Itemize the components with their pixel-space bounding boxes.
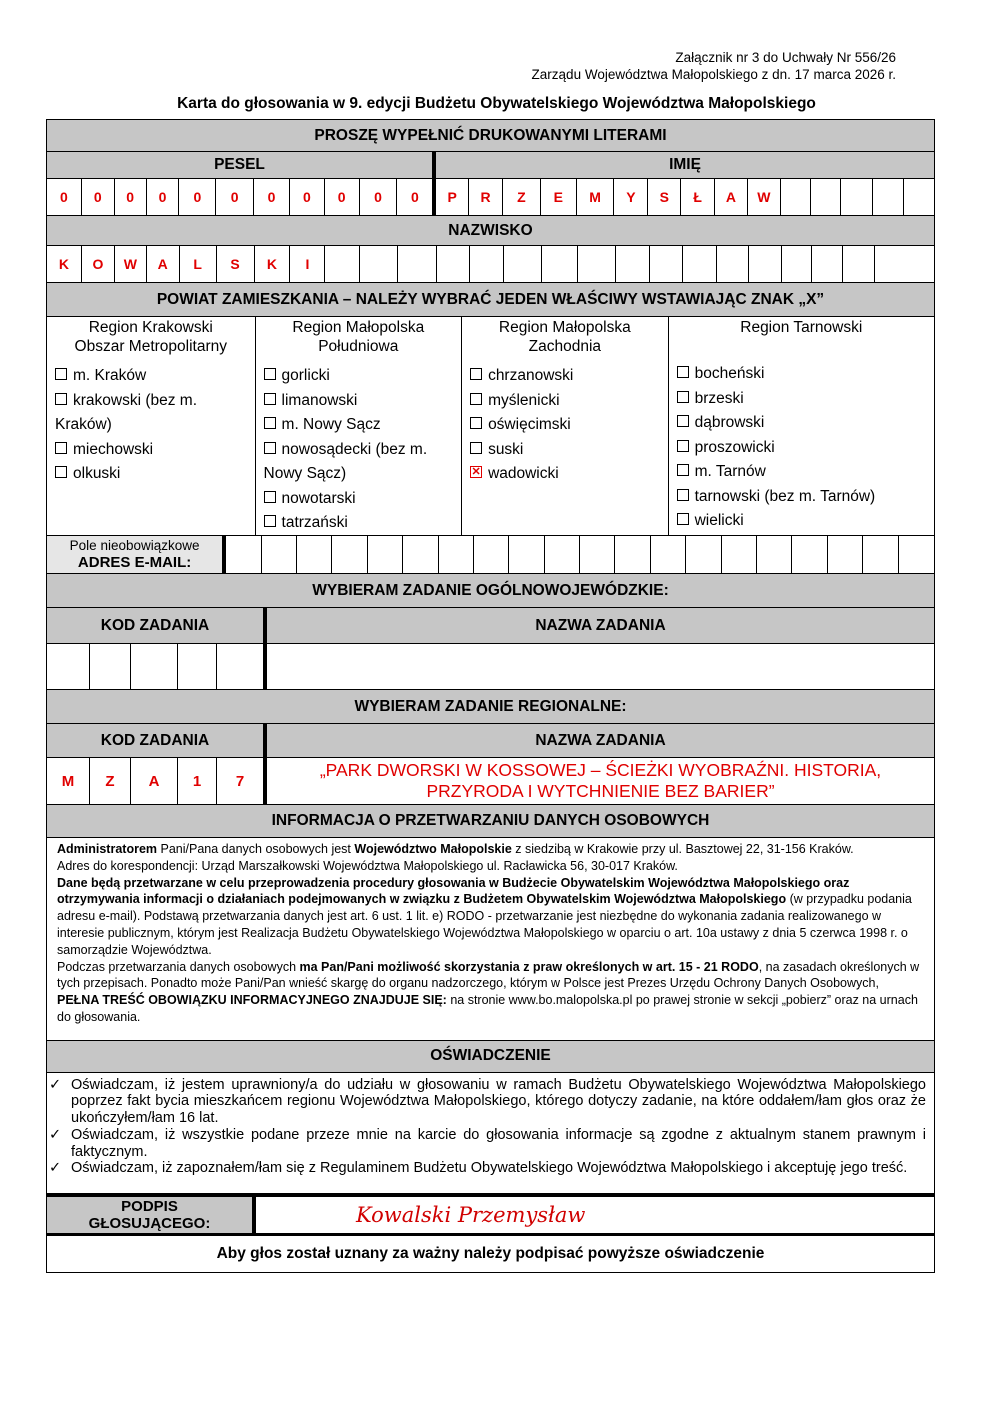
checkbox-icon[interactable] — [264, 393, 276, 405]
powiat-option[interactable] — [470, 413, 660, 438]
pesel-digit-box[interactable]: 0 — [82, 179, 115, 215]
nazwisko-letter-box[interactable]: K — [47, 246, 82, 282]
rodo-label: INFORMACJA O PRZETWARZANIU DANYCH OSOBOWYCH — [47, 805, 934, 838]
kod-char-box[interactable]: 7 — [235, 772, 245, 790]
email-char-box[interactable] — [899, 536, 934, 573]
checked-checkbox-icon[interactable] — [470, 466, 482, 478]
email-char-box[interactable] — [686, 536, 721, 573]
checkbox-icon[interactable] — [264, 368, 276, 380]
checkbox-icon[interactable] — [470, 368, 482, 380]
checkbox-icon[interactable] — [677, 415, 689, 427]
nazwisko-letter-box[interactable]: I — [290, 246, 325, 282]
pesel-digit-box[interactable]: 0 — [47, 179, 82, 215]
oswiadczenie-text: Oświadczam, iż wszystkie podane przeze mnie na karcie do głosowania informacje są zgodne z aktualnym stanem prawnym i faktycznym. — [71, 1126, 926, 1160]
imie-letter-box[interactable]: S — [648, 179, 681, 215]
powiat-option-label: miechowski — [73, 440, 154, 458]
nazwisko-letter-box[interactable] — [325, 246, 360, 282]
powiat-option-label: chrzanowski — [488, 367, 574, 384]
rodo-p5-bold: PEŁNA TREŚĆ OBOWIĄZKU INFORMACYJNEGO ZNAJDUJE SIĘ: — [57, 993, 447, 1008]
pesel-digit-box[interactable]: 0 — [360, 179, 398, 215]
pesel-digit-box[interactable]: 0 — [115, 179, 147, 215]
imie-letter-box[interactable] — [781, 179, 811, 215]
powiat-option-label: wielicki — [694, 512, 744, 529]
imie-letter-box[interactable]: M — [577, 179, 615, 215]
powiat-option[interactable] — [264, 389, 454, 414]
email-row — [47, 536, 934, 574]
checkbox-icon[interactable] — [55, 466, 67, 478]
kod-zadania-ogolne[interactable] — [47, 644, 267, 689]
checkbox-icon[interactable] — [264, 515, 276, 527]
email-char-box[interactable] — [509, 536, 544, 573]
nazwisko-letter-box[interactable] — [650, 246, 683, 282]
powiat-option-label: krakowski (bez m. Kraków) — [55, 391, 198, 433]
email-char-box[interactable] — [792, 536, 827, 573]
oswiadczenie-text: Oświadczam, iż zapoznałem/łam się z Regulaminem Budżetu Obywatelskiego Województwa Małopolskiego i akceptuję jego treść. — [71, 1160, 908, 1177]
imie-letter-box[interactable]: Y — [614, 179, 648, 215]
oswiadczenie-item — [49, 1126, 926, 1160]
pesel-digit-box[interactable]: 0 — [179, 179, 216, 215]
nazwisko-letter-box[interactable] — [398, 246, 437, 282]
task-name-line-2: PRZYRODA I WYTCHNIENIE BEZ BARIER” — [426, 781, 775, 801]
kod-char-box[interactable] — [178, 644, 217, 689]
region-krakowski — [47, 317, 256, 535]
powiat-option[interactable] — [264, 364, 454, 389]
powiat-option[interactable] — [264, 438, 454, 487]
oswiadczenie-label: OŚWIADCZENIE — [47, 1041, 934, 1073]
imie-letter-box[interactable]: Z — [503, 179, 541, 215]
checkbox-icon[interactable] — [677, 440, 689, 452]
nazwisko-letter-box[interactable] — [578, 246, 616, 282]
signature-row — [47, 1194, 934, 1236]
ballot-title: Karta do głosowania w 9. edycji Budżetu Obywatelskiego Województwa Małopolskiego — [177, 95, 816, 112]
kod-char-box[interactable]: Z — [90, 758, 131, 804]
powiat-option-label: m. Tarnów — [694, 463, 766, 480]
email-char-box[interactable] — [863, 536, 898, 573]
signature-label-line-2: GŁOSUJĄCEGO: — [88, 1214, 211, 1232]
powiat-option[interactable] — [470, 438, 660, 463]
rodo-paragraph-5 — [57, 992, 924, 1026]
region-malopolska-zachodnia — [462, 317, 669, 535]
nazwa-zadania-label: NAZWA ZADANIA — [535, 616, 666, 634]
checkbox-icon[interactable] — [55, 368, 67, 380]
imie-letter-box[interactable]: E — [541, 179, 577, 215]
footer-note: Aby głos został uznany za ważny należy podpisać powyższe oświadczenie — [216, 1244, 765, 1262]
email-optional-label: Pole nieobowiązkowe — [69, 538, 200, 553]
pesel-imie-row — [47, 179, 934, 216]
nazwisko-letter-box[interactable] — [504, 246, 542, 282]
rodo-p4-text-2: , na zasadach określonych w tych przepisach. Ponadto może Pani/Pan wnieść skargę do organu nadzorczego, którym w Polsce jest Prezes Urzędu Ochrony Danych Osobowych, — [57, 959, 920, 991]
pesel-label: PESEL — [47, 152, 436, 178]
rodo-p3-bold: Dane będą przetwarzane w celu przeprowadzenia procedury głosowania w Budżecie Obywatelskim Województwa Małopolskiego oraz otrzymywania informacji o działaniach podejmowanych w związku z Budżetem Obywatelskim Województwa Małopolskiego — [57, 875, 850, 907]
powiat-option[interactable] — [677, 387, 926, 412]
email-field[interactable] — [226, 536, 934, 573]
pesel-digit-box[interactable]: 0 — [216, 179, 254, 215]
kod-char-box[interactable]: M — [47, 758, 90, 804]
powiat-option-label: bocheński — [694, 365, 765, 382]
imie-letter-box[interactable] — [873, 179, 904, 215]
kod-char-box[interactable] — [47, 644, 90, 689]
imie-letter-box[interactable]: P — [436, 179, 469, 215]
region-title: Region Tarnowski — [740, 319, 863, 336]
region-tarnowski — [669, 317, 934, 535]
imie-label: IMIĘ — [669, 156, 701, 173]
powiat-option-label: nowosądecki (bez m. Nowy Sącz) — [263, 440, 428, 482]
zadanie-regionalne-header — [47, 724, 934, 758]
kod-char-box[interactable] — [217, 644, 263, 689]
powiat-option[interactable] — [264, 413, 454, 438]
zadanie-ogolne-label: WYBIERAM ZADANIE OGÓLNOWOJEWÓDZKIE: — [47, 574, 934, 608]
email-char-box[interactable] — [580, 536, 615, 573]
email-char-box[interactable] — [368, 536, 403, 573]
nazwa-zadania-ogolne[interactable] — [267, 644, 934, 689]
signature-field[interactable]: Kowalski Przemysław — [356, 1202, 586, 1227]
nazwisko-letter-box[interactable] — [875, 246, 934, 282]
ballot-form — [46, 119, 935, 1273]
checkbox-icon[interactable] — [677, 489, 689, 501]
checkbox-icon[interactable] — [470, 393, 482, 405]
checkbox-icon[interactable] — [677, 464, 689, 476]
checkbox-icon[interactable] — [264, 417, 276, 429]
nazwa-zadania-regionalne[interactable] — [267, 758, 934, 804]
imie-letter-box[interactable] — [841, 179, 873, 215]
nazwisko-letter-box[interactable] — [812, 246, 843, 282]
checkbox-icon[interactable] — [677, 391, 689, 403]
imie-letter-box[interactable] — [811, 179, 842, 215]
kod-zadania-regionalne[interactable] — [47, 758, 267, 804]
nazwisko-letter-box[interactable] — [782, 246, 812, 282]
rodo-p4-bold: ma Pan/Pani możliwość skorzystania z praw określonych w art. 15 - 21 RODO — [299, 959, 759, 974]
email-main-label: ADRES E-MAIL: — [77, 554, 192, 571]
powiat-option[interactable] — [677, 485, 926, 510]
email-char-box[interactable] — [297, 536, 332, 573]
imie-letter-box[interactable]: R — [469, 179, 503, 215]
zadanie-ogolne-header — [47, 608, 934, 644]
signature-label-line-1: PODPIS — [121, 1197, 178, 1215]
powiat-option-label: suski — [488, 440, 524, 458]
nazwisko-letter-box[interactable]: O — [82, 246, 115, 282]
powiat-option-label: olkuski — [73, 465, 121, 482]
powiat-option-label: m. Nowy Sącz — [281, 416, 381, 433]
oswiadczenie-text: Oświadczam, iż jestem uprawniony/a do udziału w głosowaniu w ramach Budżetu Obywatelskiego Województwa Małopolskiego poprzez fakt bycia mieszkańcem regionu Województwa Małopolskiego, którego dotyczy zadanie, na które oddałem/łam głos oraz że ukończyłem/łam 16 lat. — [71, 1076, 926, 1127]
nazwisko-letter-box[interactable]: K — [255, 246, 291, 282]
powiat-option[interactable] — [470, 364, 660, 389]
attachment-line-1: Załącznik nr 3 do Uchwały Nr 556/26 — [675, 50, 896, 65]
region-malopolska-poludniowa — [256, 317, 463, 535]
powiat-option[interactable] — [264, 511, 454, 536]
checkmark-icon: ✓ — [49, 1076, 62, 1093]
rodo-info — [47, 838, 934, 1041]
checkmark-icon: ✓ — [49, 1160, 62, 1177]
kod-zadania-label: KOD ZADANIA — [47, 608, 267, 643]
nazwisko-letter-box[interactable]: W — [115, 246, 147, 282]
checkbox-icon[interactable] — [264, 442, 276, 454]
nazwisko-letter-box[interactable]: S — [217, 246, 255, 282]
nazwisko-row — [47, 246, 934, 283]
nazwisko-letter-box[interactable] — [843, 246, 875, 282]
nazwisko-letter-box[interactable] — [683, 246, 717, 282]
nazwisko-letter-box[interactable] — [470, 246, 504, 282]
oswiadczenie-item — [49, 1076, 926, 1127]
rodo-p1-bold-1: Administratorem — [57, 842, 158, 856]
email-char-box[interactable] — [403, 536, 438, 573]
email-char-box[interactable] — [262, 536, 297, 573]
nazwisko-letter-box[interactable] — [542, 246, 578, 282]
powiat-option[interactable] — [55, 438, 247, 463]
nazwisko-letter-box[interactable] — [749, 246, 782, 282]
powiat-option[interactable] — [677, 436, 926, 461]
email-char-box[interactable] — [545, 536, 580, 573]
zadanie-ogolne-row — [47, 644, 934, 690]
email-char-box[interactable] — [474, 536, 509, 573]
kod-char-box[interactable] — [131, 644, 178, 689]
powiat-option-label: brzeski — [694, 389, 744, 407]
checkbox-icon[interactable] — [470, 417, 482, 429]
powiat-option[interactable] — [470, 462, 660, 487]
attachment-line-2: Zarządu Województwa Małopolskiego z dn. 17 marca 2026 r. — [531, 67, 896, 82]
email-char-box[interactable] — [439, 536, 474, 573]
rodo-p1-bold-2: Województwo Małopolskie — [354, 842, 512, 856]
powiat-option[interactable] — [470, 389, 660, 414]
instruction-bar: PROSZĘ WYPEŁNIĆ DRUKOWANYMI LITERAMI — [47, 120, 934, 152]
checkbox-icon[interactable] — [677, 366, 689, 378]
nazwisko-letter-box[interactable] — [360, 246, 398, 282]
pesel-digit-box[interactable]: 0 — [290, 179, 325, 215]
powiat-option-label: myślenicki — [488, 391, 560, 409]
nazwisko-letter-box[interactable]: A — [147, 246, 180, 282]
pesel-imie-header — [47, 152, 934, 179]
pesel-digit-box[interactable]: 0 — [254, 179, 290, 215]
powiat-option-label: proszowicki — [694, 438, 775, 456]
oswiadczenie-item — [49, 1160, 926, 1177]
powiat-option-label: nowotarski — [281, 489, 356, 507]
powiat-option-label: wadowicki — [488, 465, 559, 482]
kod-char-box[interactable]: A — [131, 758, 178, 804]
powiat-option[interactable] — [264, 487, 454, 512]
email-char-box[interactable] — [722, 536, 757, 573]
region-title: Region Małopolska Zachodnia — [498, 319, 631, 355]
kod-zadania-label: KOD ZADANIA — [47, 724, 267, 757]
checkbox-icon[interactable] — [264, 491, 276, 503]
rodo-paragraph-2: Adres do korespondencji: Urząd Marszałkowski Województwa Małopolskiego ul. Racławicka 56, 30-017 Kraków. — [57, 858, 678, 873]
checkbox-icon[interactable] — [55, 393, 67, 405]
rodo-paragraph-3 — [57, 875, 924, 959]
powiat-option-label: oświęcimski — [488, 416, 571, 433]
nazwa-zadania-label: NAZWA ZADANIA — [535, 731, 666, 749]
powiat-option-label: m. Kraków — [73, 367, 147, 384]
kod-char-box[interactable]: 1 — [178, 758, 217, 804]
nazwisko-label: NAZWISKO — [47, 216, 934, 246]
region-title: Region Krakowski Obszar Metropolitarny — [74, 319, 227, 355]
imie-letter-box[interactable]: W — [748, 179, 781, 215]
powiat-option[interactable] — [55, 364, 247, 389]
nazwisko-letter-box[interactable]: L — [180, 246, 217, 282]
email-char-box[interactable] — [332, 536, 367, 573]
email-char-box[interactable] — [828, 536, 863, 573]
signature-label — [47, 1197, 256, 1233]
powiat-option-label: tatrzański — [281, 514, 348, 531]
email-char-box[interactable] — [615, 536, 650, 573]
powiat-option-label: limanowski — [281, 391, 358, 409]
imie-letter-box[interactable]: Ł — [681, 179, 715, 215]
pesel-digit-box[interactable]: 0 — [325, 179, 360, 215]
kod-char-box[interactable] — [90, 644, 131, 689]
checkbox-icon[interactable] — [55, 442, 67, 454]
email-char-box[interactable] — [757, 536, 792, 573]
zadanie-regionalne-label: WYBIERAM ZADANIE REGIONALNE: — [47, 690, 934, 724]
rodo-paragraph-1 — [57, 841, 924, 858]
powiat-label: POWIAT ZAMIESZKANIA – NALEŻY WYBRAĆ JEDEN WŁAŚCIWY WSTAWIAJĄC ZNAK „X” — [47, 283, 934, 317]
attachment-header — [532, 49, 896, 83]
pesel-digit-box[interactable]: 0 — [397, 179, 436, 215]
oswiadczenie-list — [47, 1073, 934, 1194]
powiat-option[interactable] — [55, 389, 247, 438]
rodo-p4-text-1: Podczas przetwarzania danych osobowych — [57, 959, 300, 974]
powiat-option[interactable] — [677, 411, 926, 436]
powiat-option[interactable] — [677, 362, 926, 387]
nazwisko-letter-box[interactable] — [616, 246, 650, 282]
powiat-option[interactable] — [677, 460, 926, 485]
nazwisko-letter-box[interactable] — [437, 246, 470, 282]
pesel-digit-box[interactable]: 0 — [147, 179, 180, 215]
powiat-option[interactable] — [55, 462, 247, 487]
region-title: Region Małopolska Południowa — [292, 319, 425, 355]
rodo-p1-text-1: Pani/Pana danych osobowych jest — [157, 842, 355, 856]
checkbox-icon[interactable] — [470, 442, 482, 454]
zadanie-regionalne-row — [47, 758, 934, 805]
checkbox-icon[interactable] — [677, 513, 689, 525]
rodo-paragraph-4 — [57, 959, 924, 993]
rodo-p5-text: na stronie www.bo.malopolska.pl po prawej stronie w sekcji „pobierz” oraz na urnach do głosowania. — [57, 993, 918, 1024]
powiat-option-label: dąbrowski — [694, 414, 765, 431]
powiat-option-label: gorlicki — [281, 367, 330, 384]
imie-letter-box[interactable] — [904, 179, 934, 215]
powiat-regions — [47, 317, 934, 536]
rodo-p3-text: (w przypadku podania adresu e-mail). Podstawą przetwarzania danych jest art. 6 ust. 1 lit. e) RODO - przetwarzanie jest niezbędne do wykonania zadania realizowanego w interesie publicznym, którym jest Realizacja Budżetu Obywatelskiego Województwa Małopolskiego w oparciu o art. 10a ustawy z dnia 5 czerwca 1998 r. o samorządzie Województwa. — [57, 892, 912, 957]
email-char-box[interactable] — [226, 536, 261, 573]
powiat-option[interactable] — [677, 509, 926, 534]
email-char-box[interactable] — [651, 536, 686, 573]
email-label — [47, 536, 226, 573]
nazwisko-letter-box[interactable] — [717, 246, 750, 282]
rodo-p1-text-2: z siedzibą w Krakowie przy ul. Basztowej 22, 31-156 Kraków. — [511, 842, 854, 856]
checkmark-icon: ✓ — [49, 1126, 62, 1143]
imie-letter-box[interactable]: A — [715, 179, 748, 215]
powiat-option-label: tarnowski (bez m. Tarnów) — [694, 487, 876, 505]
task-name-line-1: „PARK DWORSKI W KOSSOWEJ – ŚCIEŻKI WYOBRAŹNI. HISTORIA, — [319, 760, 882, 780]
